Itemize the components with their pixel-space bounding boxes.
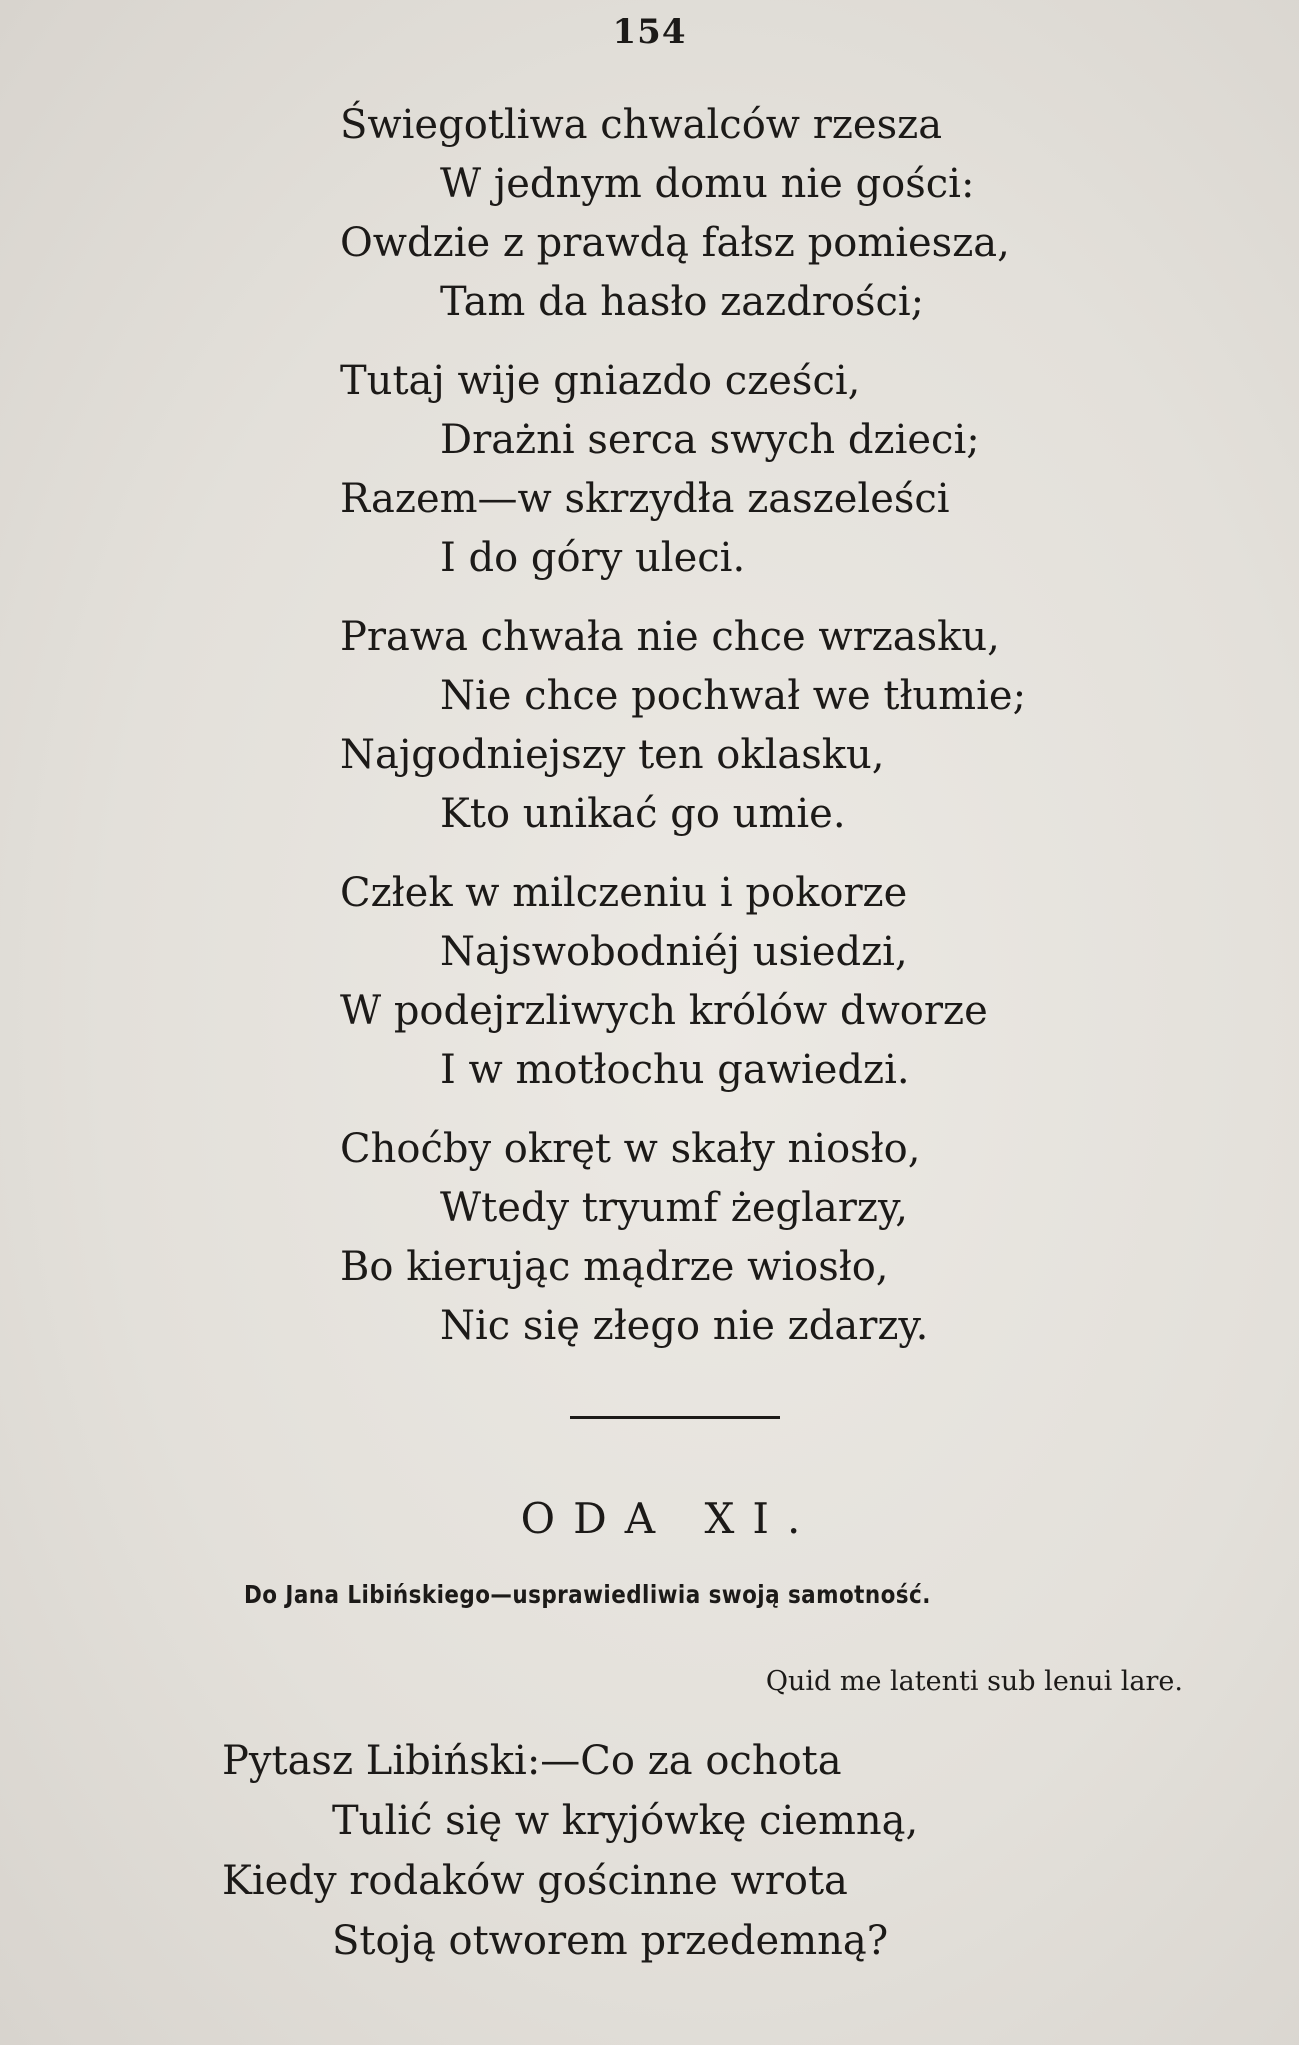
verse-line: Kiedy rodaków gościnne wrota [222, 1858, 848, 1904]
stanza [340, 1120, 1200, 1356]
epigraph: Quid me latenti sub lenui lare. [765, 1666, 1183, 1697]
verse-line: Nic się złego nie zdarzy. [440, 1303, 929, 1349]
page-number: 154 [612, 12, 687, 52]
verse-line: Świegotliwa chwalców rzesza [340, 102, 943, 148]
ode-subtitle: Do Jana Libińskiego—usprawiedliwia swoją samotność. [244, 1580, 931, 1609]
verse-line: Razem—w skrzydła zaszeleści [340, 476, 950, 522]
section-divider [570, 1416, 780, 1419]
verse-line: Najgodniejszy ten oklasku, [340, 732, 885, 778]
verse-line: Choćby okręt w skały niosło, [340, 1126, 921, 1172]
verse-line: Tutaj wije gniazdo cześci, [340, 358, 861, 404]
verse-line: I w motłochu gawiedzi. [440, 1047, 910, 1093]
verse-line: Nie chce pochwał we tłumie; [440, 673, 1027, 719]
verse-line: Człek w milczeniu i pokorze [340, 870, 908, 916]
verse-line: Kto unikać go umie. [440, 791, 846, 837]
verse-line: Owdzie z prawdą fałsz pomiesza, [340, 220, 1010, 266]
verse-line: Pytasz Libiński:—Co za ochota [222, 1738, 842, 1784]
ode-title: ODA XI. [520, 1494, 819, 1543]
verse-line: Bo kierując mądrze wiosło, [340, 1244, 889, 1290]
verse-line: Tulić się w kryjówkę ciemną, [332, 1798, 919, 1844]
verse-line: Najswobodniéj usiedzi, [440, 929, 908, 975]
verse-line: Drażni serca swych dzieci; [440, 417, 980, 463]
verse-line: I do góry uleci. [440, 535, 746, 581]
stanza [340, 864, 1200, 1100]
verse-line: Wtedy tryumf żeglarzy, [440, 1185, 908, 1231]
verse-line: Prawa chwała nie chce wrzasku, [340, 614, 1000, 660]
ode-poem [222, 1731, 1122, 1971]
stanza [340, 352, 1200, 588]
poem-continuation [340, 96, 1200, 1376]
stanza [340, 96, 1200, 332]
verse-line: Tam da hasło zazdrości; [440, 279, 925, 325]
verse-line: W jednym domu nie gości: [440, 161, 975, 207]
verse-line: W podejrzliwych królów dworze [340, 988, 988, 1034]
stanza [340, 608, 1200, 844]
verse-line: Stoją otworem przedemną? [332, 1918, 889, 1964]
